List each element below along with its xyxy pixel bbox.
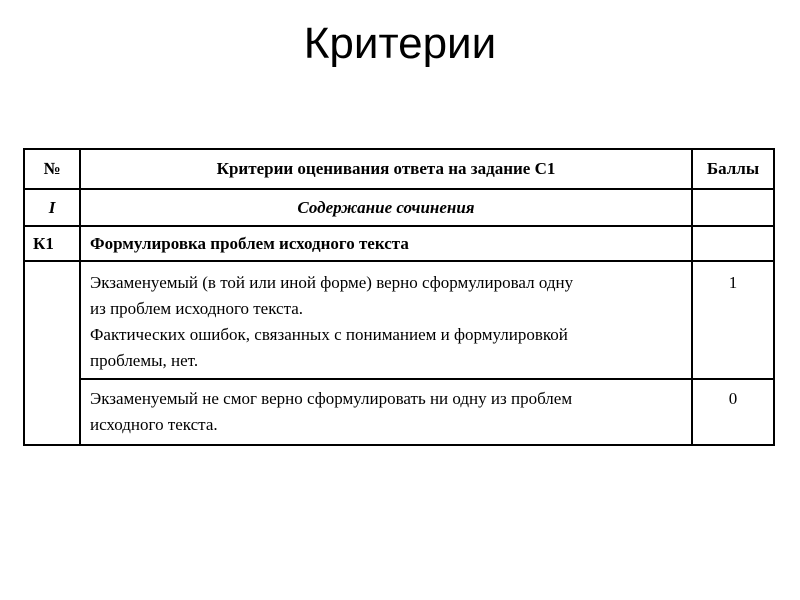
- row-description: [80, 261, 692, 379]
- row-score: 0: [692, 379, 774, 445]
- criteria-table: [23, 148, 775, 446]
- header-score: Баллы: [692, 149, 774, 189]
- table-row: [24, 261, 774, 379]
- row-description: [80, 379, 692, 445]
- row-number-empty: [24, 261, 80, 445]
- criterion-number: К1: [24, 226, 80, 261]
- description-line: Экзаменуемый (в той или иной форме) верно сформулировал одну: [90, 273, 574, 292]
- description-line: исходного текста.: [90, 415, 218, 434]
- slide-title: Критерии: [303, 19, 497, 68]
- table-header-row: [24, 149, 774, 189]
- row-score: 1: [692, 261, 774, 379]
- description-line: Фактических ошибок, связанных с пониманием и формулировкой: [90, 325, 568, 344]
- description-line: из проблем исходного текста.: [90, 299, 304, 318]
- header-number: №: [24, 149, 80, 189]
- criterion-title: Формулировка проблем исходного текста: [80, 226, 692, 261]
- criterion-row-k1: [24, 226, 774, 261]
- section-score-empty: [692, 189, 774, 226]
- section-number: I: [24, 189, 80, 226]
- description-line: Экзаменуемый не смог верно сформулировать ни одну из проблем: [90, 389, 573, 408]
- section-title: Содержание сочинения: [80, 189, 692, 226]
- header-criterion: Критерии оценивания ответа на задание С1: [80, 149, 692, 189]
- criterion-score-empty: [692, 226, 774, 261]
- section-row: [24, 189, 774, 226]
- table-row: [24, 379, 774, 445]
- description-line: проблемы, нет.: [90, 351, 199, 370]
